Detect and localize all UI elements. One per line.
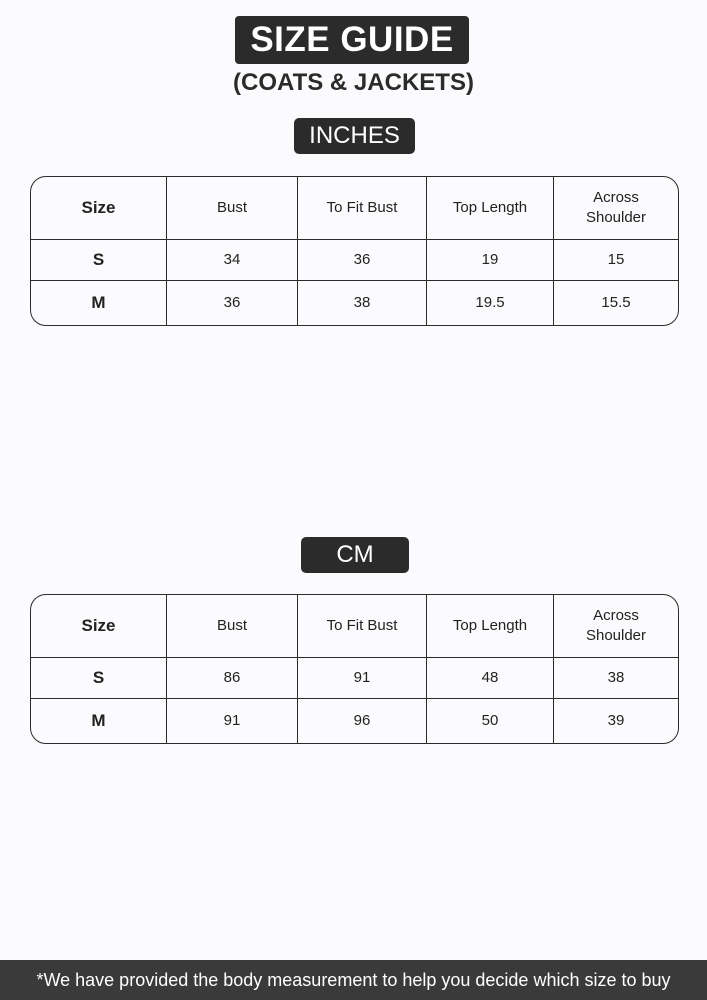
- header-to-fit-bust: To Fit Bust: [298, 177, 427, 240]
- row-size-s: S: [31, 658, 167, 699]
- header-to-fit-bust: To Fit Bust: [298, 595, 427, 658]
- header-top-length: Top Length: [427, 177, 554, 240]
- cell-bust-s: 86: [167, 658, 298, 699]
- cell-across-shoulder-s: 15: [554, 240, 678, 281]
- cell-bust-m: 91: [167, 699, 298, 743]
- header-bust: Bust: [167, 595, 298, 658]
- cell-bust-s: 34: [167, 240, 298, 281]
- cell-across-shoulder-m: 15.5: [601, 294, 631, 311]
- row-size-m: M: [31, 699, 167, 743]
- header-across-shoulder: Across Shoulder: [554, 595, 678, 658]
- header-top-length: Top Length: [427, 595, 554, 658]
- cell-across-shoulder-m: 39: [607, 712, 625, 729]
- cell-to-fit-bust-m: 38: [298, 281, 427, 325]
- cm-size-table: [30, 594, 679, 744]
- inches-size-table: [30, 176, 679, 326]
- cell-top-length-m: 50: [427, 699, 554, 743]
- page-title: SIZE GUIDE: [235, 16, 469, 64]
- row-size-s: S: [31, 240, 167, 281]
- cell-across-shoulder-s: 38: [554, 658, 678, 699]
- cm-section-label: CM: [301, 537, 409, 573]
- header-across-shoulder: Across Shoulder: [554, 177, 678, 240]
- row-size-m: M: [31, 281, 167, 325]
- cell-top-length-s: 19: [427, 240, 554, 281]
- cell-top-length-s: 48: [427, 658, 554, 699]
- page-subtitle: (COATS & JACKETS): [233, 69, 474, 96]
- cell-top-length-m: 19.5: [427, 281, 554, 325]
- inches-section-label: INCHES: [294, 118, 415, 154]
- cell-to-fit-bust-s: 91: [298, 658, 427, 699]
- footer-note: *We have provided the body measurement to help you decide which size to buy: [0, 960, 707, 1000]
- cell-to-fit-bust-m: 96: [298, 699, 427, 743]
- header-size: Size: [31, 177, 167, 240]
- header-size: Size: [31, 595, 167, 658]
- header-bust: Bust: [167, 177, 298, 240]
- cell-to-fit-bust-s: 36: [298, 240, 427, 281]
- cell-bust-m: 36: [167, 281, 298, 325]
